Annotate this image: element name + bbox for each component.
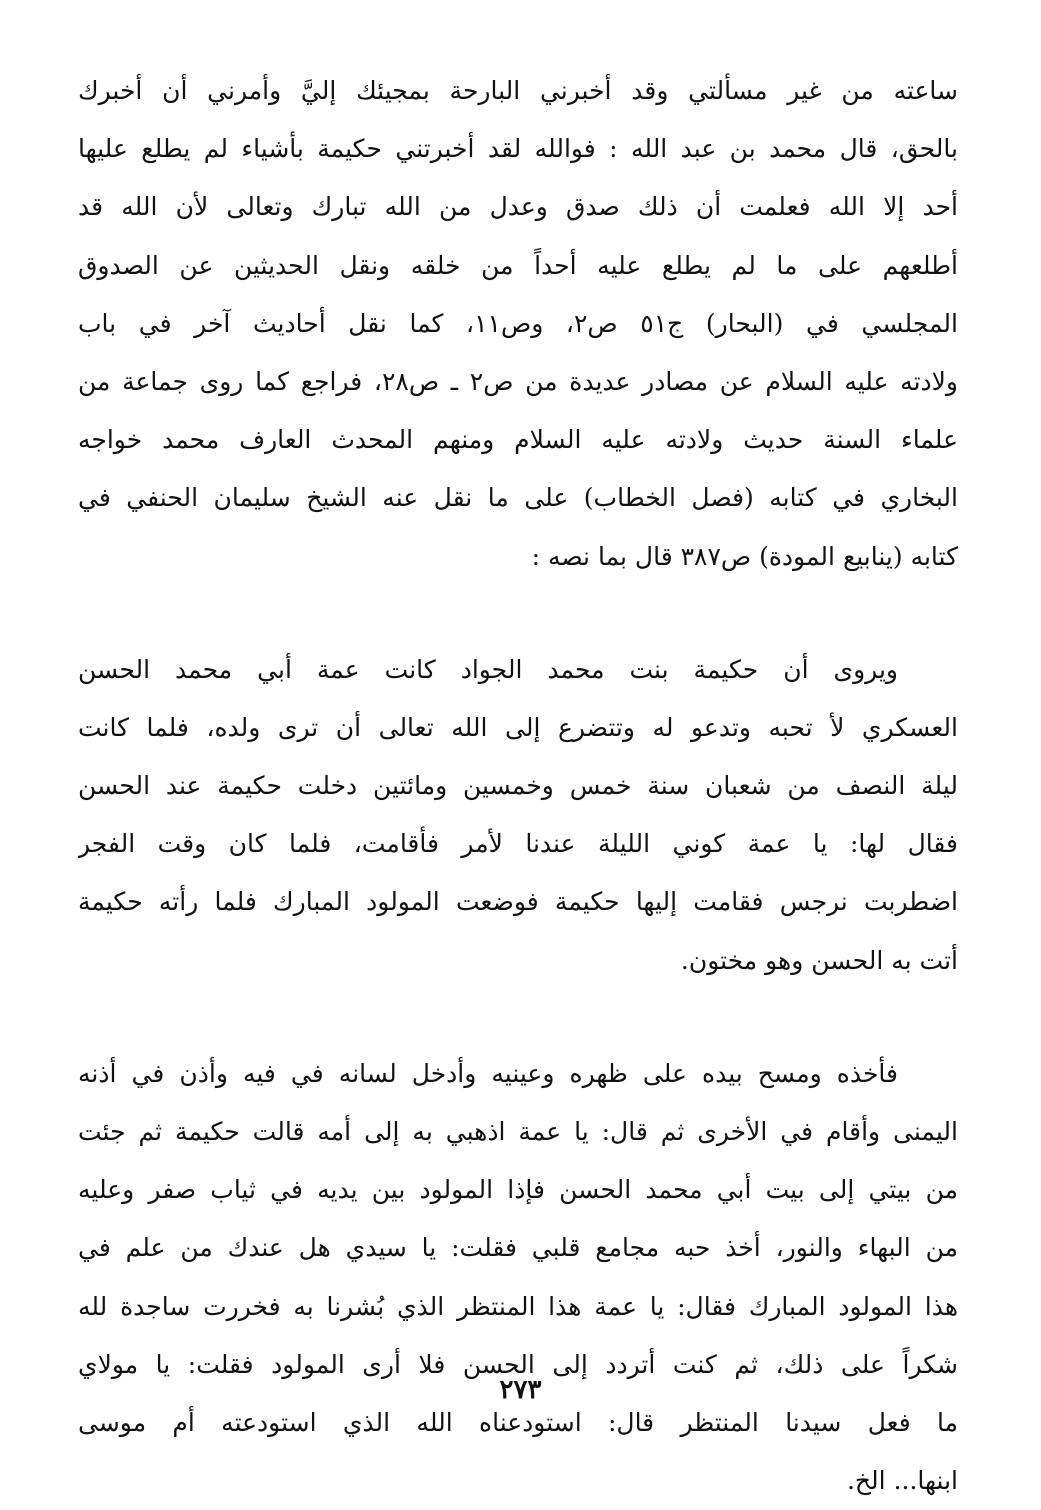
text-line: ما فعل سيدنا المنتظر قال: استودعناه الله الذي استودعته أم موسى: [78, 1407, 958, 1437]
text-line: ابنها... الخ.: [846, 1466, 958, 1496]
paragraph-gap: [78, 586, 958, 641]
text-line: المجلسي في (البحار) ج٥١ ص٢، وص١١، كما نقل أحاديث آخر في باب: [78, 308, 958, 338]
text-line: كتابه (ينابيع المودة) ص٣٨٧ قال بما نصه :: [531, 541, 958, 571]
text-line: شكراً على ذلك، ثم كنت أتردد إلى الحسن فلا أرى المولود فقلت: يا مولاي: [78, 1349, 958, 1379]
paragraph-gap: [78, 990, 958, 1045]
text-line: اليمنى وأقام في الأخرى ثم قال: يا عمة اذهبي به إلى أمه قالت حكيمة ثم جئت: [78, 1117, 958, 1146]
text-line: أحد إلا الله فعلمت أن ذلك صدق وعدل من الله تبارك وتعالى لأن الله قد: [78, 192, 958, 222]
text-line: بالحق، قال محمد بن عبد الله : فوالله لقد أخبرتني حكيمة بأشياء لم يطلع عليها: [78, 134, 958, 164]
text-line: ولادته عليه السلام عن مصادر عديدة من ص٢ ـ ص٢٨، فراجع كما روى جماعة من: [78, 366, 958, 396]
paragraph-2: [78, 641, 958, 990]
text-line: فقال لها: يا عمة كوني الليلة عندنا لأمر فأقامت، فلما كان وقت الفجر: [78, 829, 958, 859]
text-line: ساعته من غير مسألتي وقد أخبرني البارحة بمجيئك إليَّ وأمرني أن أخبرك: [78, 76, 958, 105]
text-line: من بيتي إلى بيت أبي محمد الحسن فإذا المولود بين يديه في ثياب صفر وعليه: [78, 1175, 958, 1205]
text-line: هذا المولود المبارك فقال: يا عمة هذا المنتظر الذي بُشرنا به فخررت ساجدة لله: [78, 1291, 958, 1321]
text-line: العسكري لأ تحبه وتدعو له وتتضرع إلى الله تعالى أن ترى ولده، فلما كانت: [78, 712, 958, 742]
text-line: اضطربت نرجس فقامت إليها حكيمة فوضعت المولود المبارك فلما رأته حكيمة: [78, 887, 958, 917]
text-line: فأخذه ومسح بيده على ظهره وعينيه وأدخل لسانه في فيه وأذن في أذنه: [78, 1058, 898, 1088]
text-line: ويروى أن حكيمة بنت محمد الجواد كانت عمة أبي محمد الحسن: [78, 654, 898, 684]
text-line: البخاري في كتابه (فصل الخطاب) على ما نقل عنه الشيخ سليمان الحنفي في: [78, 483, 958, 513]
text-line: ليلة النصف من شعبان سنة خمس وخمسين ومائتين دخلت حكيمة عند الحسن: [78, 771, 958, 801]
text-line: أتت به الحسن وهو مختون.: [680, 945, 958, 975]
text-line: أطلعهم على ما لم يطلع عليه أحداً من خلقه ونقل الحديثين عن الصدوق: [78, 250, 958, 280]
text-line: علماء السنة حديث ولادته عليه السلام ومنهم المحدث العارف محمد خواجه: [78, 425, 958, 455]
text-line: من البهاء والنور، أخذ حبه مجامع قلبي فقلت: يا سيدي هل عندك من علم في: [78, 1233, 958, 1263]
page-number: ٢٧٣: [499, 1375, 542, 1405]
paragraph-3: [78, 1045, 958, 1510]
book-page: [78, 62, 958, 1496]
paragraph-1: [78, 62, 958, 586]
